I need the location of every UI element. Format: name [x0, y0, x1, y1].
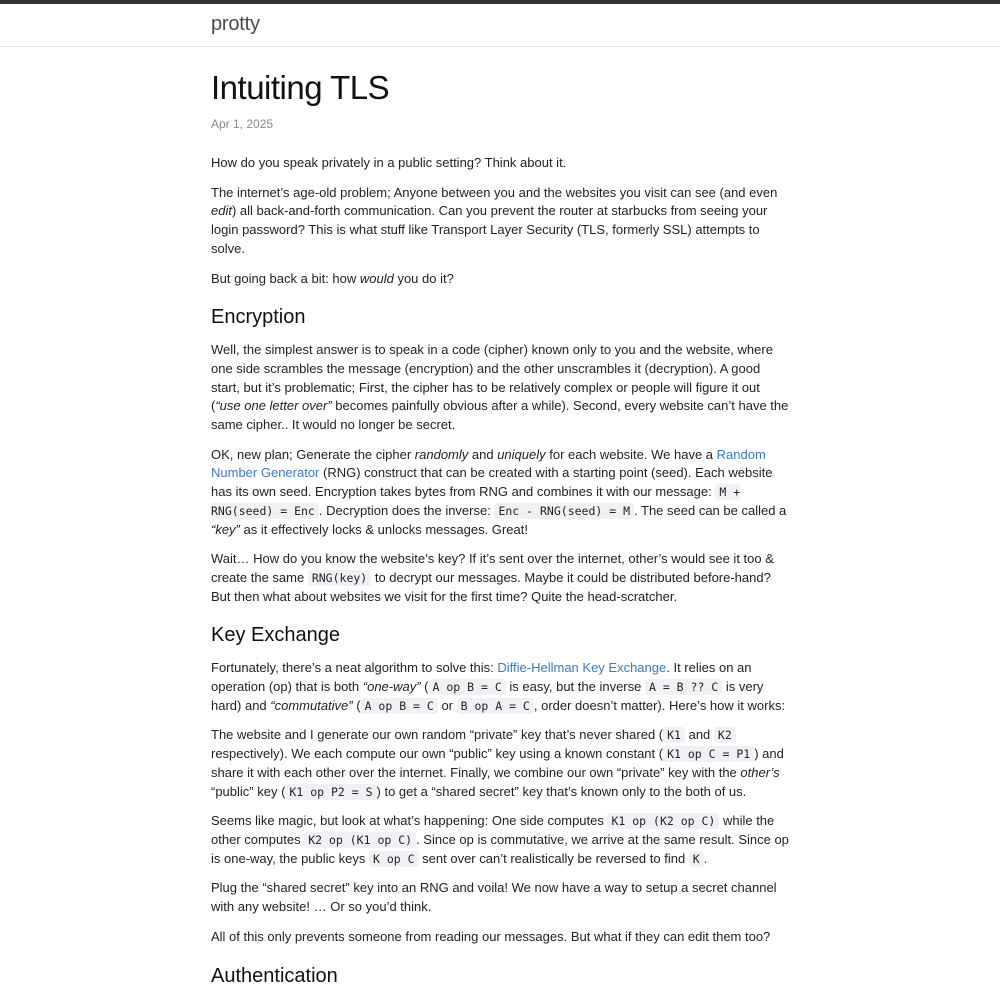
code-inverse: A = B ?? C	[645, 679, 722, 695]
post-title: Intuiting TLS	[211, 69, 390, 106]
paragraph-key-problem: Wait… How do you know the website’s key? If it’s sent over the internet, other’s would see it too & create the same RNG(key) to decrypt our messages. Maybe it could be distributed before-hand? But then what about websites we visit for the first time? Quite the head-scratcher.	[211, 551, 774, 604]
diffie-hellman-link[interactable]: Diffie-Hellman Key Exchange	[497, 660, 667, 676]
post-content	[211, 154, 791, 989]
paragraph-key-generation: The website and I generate our own random “private” key that’s never shared ( K1 and K2 respectively). We each compute our own “public” key using a known constant ( K1 op C = P1 ) and share it with each other over the internet. Finally, we combine our own “private” key with the other’s “public” key ( K1 op P2 = S ) to get a “shared secret” key that’s known only to the both of us.	[211, 727, 784, 799]
paragraph-cipher: Well, the simplest answer is to speak in a code (cipher) known only to you and the website, where one side scrambles the message (encryption) and the other unscrambles it (decryption). A good start, but it’s problematic; First, the cipher has to be relatively complex or people will figure it out (“use one letter over” becomes painfully obvious after a while). Second, every website can’t have the same cipher.. It would no longer be secret.	[211, 342, 789, 433]
article	[211, 48, 791, 1000]
code-k2: K2	[714, 727, 736, 743]
post-date: Apr 1, 2025	[211, 117, 274, 131]
code-side-one: K1 op (K2 op C)	[607, 813, 719, 829]
heading-key-exchange: Key Exchange	[211, 624, 340, 647]
code-op: A op B = C	[429, 679, 506, 695]
code-encrypt: M + RNG(seed) = Enc	[211, 485, 741, 518]
code-op-ba: B op A = C	[457, 698, 534, 714]
code-public-keys: K op C	[369, 851, 419, 867]
paragraph-rng: OK, new plan; Generate the cipher randomly and uniquely for each website. We have a Random Number Generator (RNG) construct that can be created with a starting point (seed). Each website has its own seed. Encryption takes bytes from RNG and combines it with our message: M + RNG(seed) = Enc . Decryption does the inverse: Enc - RNG(seed) = M . The seed can be called a “key” as it effectively locks & unlocks messages. Great!	[211, 446, 787, 537]
paragraph-problem: The internet’s age-old problem; Anyone between you and the websites you visit can see (and even edit) all back-and-forth communication. Can you prevent the router at starbucks from seeing your login password? This is what stuff like Transport Layer Security (TLS, formerly SSL) attempts to solve.	[211, 184, 778, 256]
code-op-ab: A op B = C	[361, 698, 438, 714]
rng-link[interactable]: Random Number Generator	[211, 446, 766, 481]
code-side-two: K2 op (K1 op C)	[304, 832, 416, 848]
paragraph-edit-question: All of this only prevents someone from reading our messages. But what if they can edit them too?	[211, 928, 771, 944]
paragraph-magic: Seems like magic, but look at what’s happening: One side computes K1 op (K2 op C) while the other computes K2 op (K1 op C) . Since op is commutative, we arrive at the same result. Since op is one-way, the public keys K op C sent over can’t realistically be reversed to find K .	[211, 813, 789, 866]
paragraph-voila: Plug the “shared secret” key into an RNG and voila! We now have a way to setup a secret channel with any website! … Or so you’d think.	[211, 880, 777, 915]
paragraph-intro: How do you speak privately in a public setting? Think about it.	[211, 155, 567, 170]
code-shared-secret: K1 op P2 = S	[285, 784, 376, 800]
site-header	[0, 4, 1000, 47]
heading-encryption: Encryption	[211, 306, 306, 329]
code-decrypt: Enc - RNG(seed) = M	[494, 503, 634, 519]
code-public-key: K1 op C = P1	[663, 746, 754, 762]
site-name-link[interactable]: protty	[211, 13, 260, 35]
heading-authentication: Authentication	[211, 964, 338, 987]
code-k: K	[689, 851, 704, 867]
code-rng-key: RNG(key)	[308, 570, 371, 586]
code-k1: K1	[663, 727, 685, 743]
paragraph-diffie-hellman: Fortunately, there’s a neat algorithm to solve this: Diffie-Hellman Key Exchange. It relies on an operation (op) that is both “one-way” ( A op B = C is easy, but the inverse A = B ?? C is very hard) and “commutative” ( A op B = C or B op A = C , order doesn’t matter). Here’s how it works:	[211, 660, 786, 713]
paragraph-question: But going back a bit: how would you do it?	[211, 270, 454, 286]
